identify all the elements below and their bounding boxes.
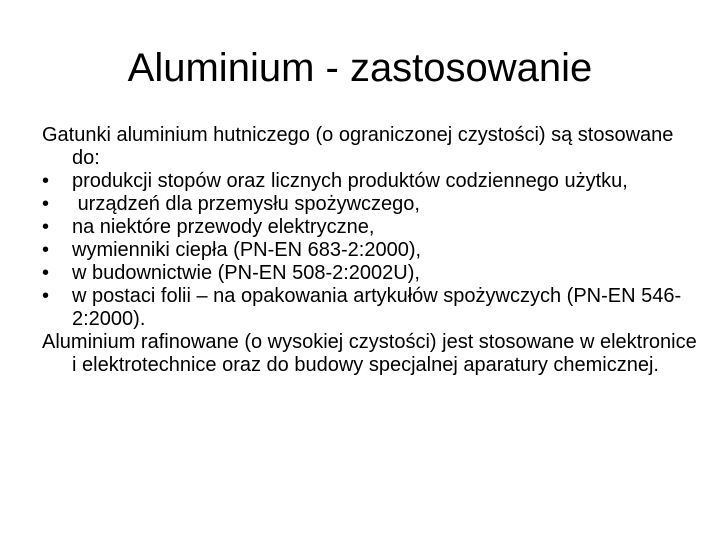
bullet-list [42,170,702,331]
bullet-icon: • [42,216,50,238]
bullet-icon: • [42,170,50,192]
bullet-text: wymienniki ciepła (PN-EN 683-2:2000), [72,239,422,261]
bullet-icon: • [42,262,50,284]
bullet-text: w budownictwie (PN-EN 508-2:2002U), [72,262,420,284]
bullet-item [42,193,702,216]
bullet-icon: • [42,239,50,261]
intro-paragraph: Gatunki aluminium hutniczego (o ograniczonej czystości) są stosowane do: [42,124,674,169]
bullet-item [42,262,702,285]
bullet-item [42,216,702,239]
closing-paragraph: Aluminium rafinowane (o wysokiej czystości) jest stosowane w elektronice i elektrotechnice oraz do budowy specjalnej aparatury chemicznej. [42,331,697,376]
bullet-item [42,285,702,331]
slide-body [42,124,702,377]
bullet-item [42,239,702,262]
bullet-text: urządzeń dla przemysłu spożywczego, [72,193,420,215]
bullet-icon: • [42,285,50,307]
bullet-text: na niektóre przewody elektryczne, [72,216,375,238]
bullet-item [42,170,702,193]
bullet-text: produkcji stopów oraz licznych produktów codziennego użytku, [72,170,628,192]
bullet-text: w postaci folii – na opakowania artykułów spożywczych (PN-EN 546-2:2000). [72,285,682,330]
slide-title: Aluminium - zastosowanie [127,46,593,90]
bullet-icon: • [42,193,50,215]
